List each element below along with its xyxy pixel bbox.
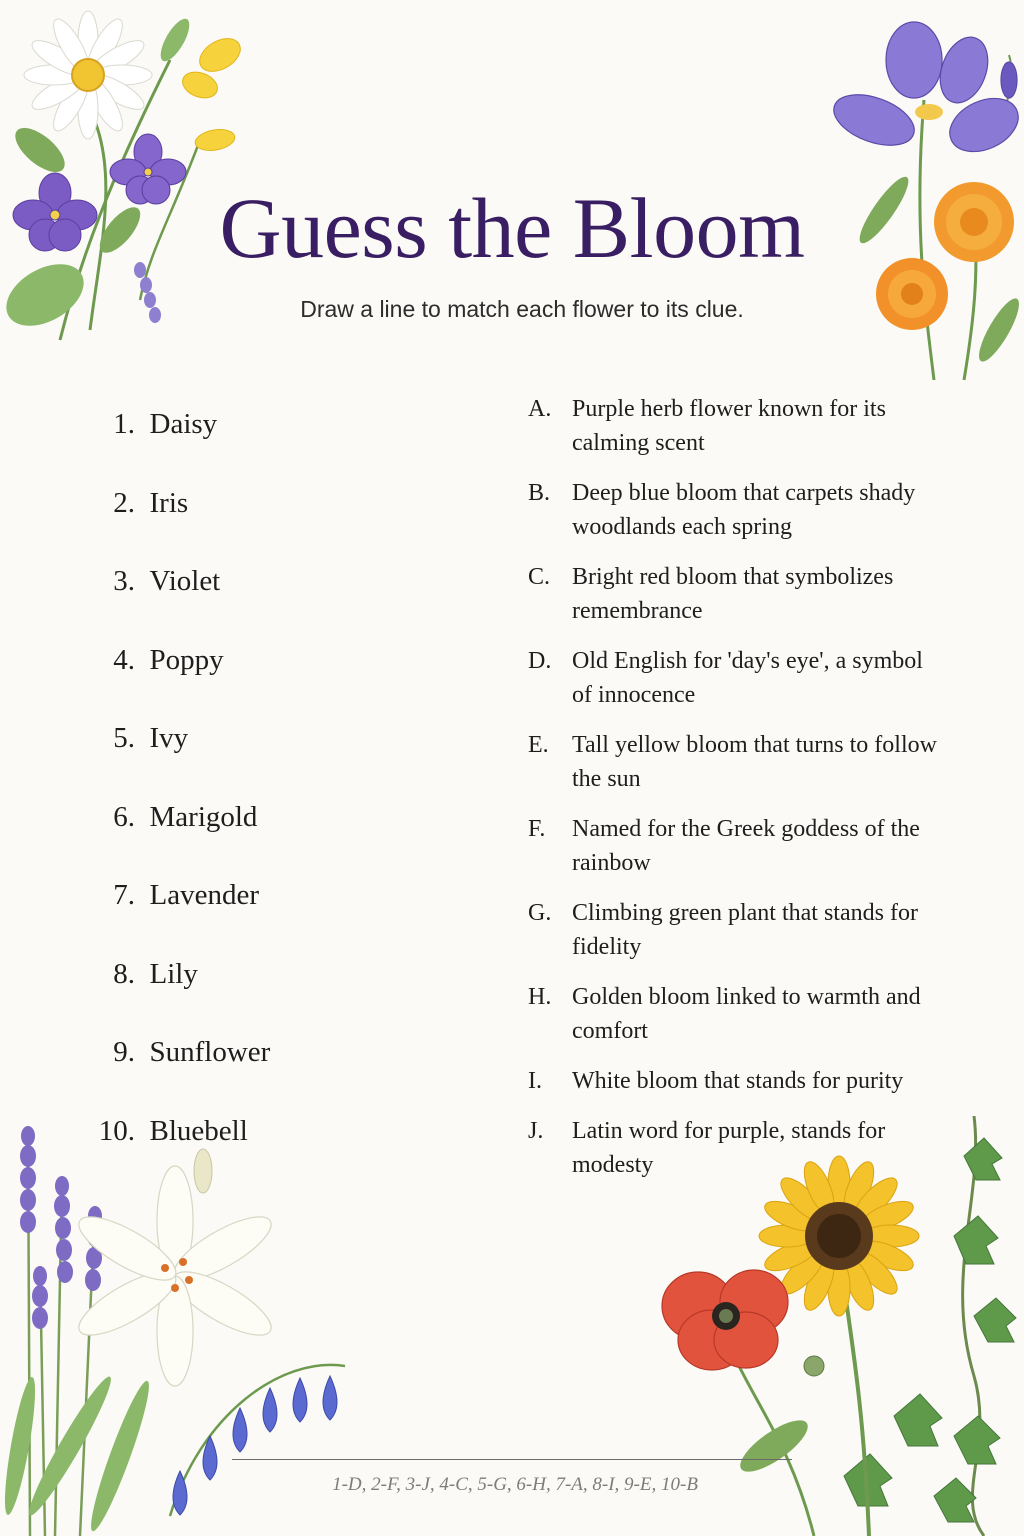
clue-letter: C. <box>528 564 551 590</box>
answer-key-divider <box>232 1459 792 1460</box>
flower-item <box>80 402 400 481</box>
clue-letter: H. <box>528 984 552 1010</box>
flower-number: 4. <box>113 643 135 676</box>
flower-item <box>80 638 400 717</box>
clue-text: Purple herb flower known for its calming scent <box>572 396 886 456</box>
clue-item <box>528 812 948 880</box>
daisy-illustration <box>24 11 152 139</box>
answer-key: 1-D, 2-F, 3-J, 4-C, 5-G, 6-H, 7-A, 8-I, 9-E, 10-B <box>332 1474 698 1495</box>
flower-name: Lily <box>149 957 198 990</box>
clue-letter: D. <box>528 648 552 674</box>
clue-letter: E. <box>528 732 549 758</box>
clue-item <box>528 896 948 964</box>
clue-text: White bloom that stands for purity <box>572 1068 904 1094</box>
flower-item <box>80 1109 400 1188</box>
clue-text: Climbing green plant that stands for fidelity <box>572 900 918 960</box>
flower-name: Sunflower <box>149 1036 271 1068</box>
flower-item <box>80 1030 400 1109</box>
page-title: Guess the Bloom <box>219 180 805 276</box>
flower-item <box>80 481 400 560</box>
flower-list <box>80 402 400 1187</box>
flower-item <box>80 716 400 795</box>
clue-item <box>528 1114 948 1182</box>
flower-number: 7. <box>113 879 135 911</box>
flower-item <box>80 952 400 1031</box>
clue-item <box>528 980 948 1048</box>
flower-number: 5. <box>113 722 135 754</box>
clue-item <box>528 728 948 796</box>
flower-name: Daisy <box>149 408 218 440</box>
flower-number: 3. <box>113 565 135 597</box>
clue-text: Latin word for purple, stands for modesty <box>572 1118 886 1178</box>
poppy-illustration <box>662 1270 788 1370</box>
clue-letter: J. <box>528 1118 544 1144</box>
clue-list <box>528 392 948 1198</box>
flower-item <box>80 795 400 874</box>
flower-name: Iris <box>149 486 189 519</box>
flower-number: 1. <box>113 408 135 440</box>
clue-item <box>528 1064 948 1098</box>
clue-text: Golden bloom linked to warmth and comfort <box>572 984 921 1044</box>
clue-letter: B. <box>528 480 551 506</box>
flower-number: 9. <box>113 1036 135 1068</box>
flower-item <box>80 559 400 638</box>
clue-item <box>528 644 948 712</box>
flower-name: Lavender <box>149 879 259 911</box>
freesia-illustration <box>179 32 246 153</box>
flower-number: 8. <box>113 957 135 990</box>
flower-name: Ivy <box>149 722 189 754</box>
flower-name: Violet <box>149 565 221 597</box>
flower-number: 10. <box>98 1114 135 1147</box>
flower-item <box>80 873 400 952</box>
clue-text: Bright red bloom that symbolizes remembrance <box>572 564 894 624</box>
clue-item <box>528 476 948 544</box>
flower-number: 2. <box>113 486 135 519</box>
clue-item <box>528 392 948 460</box>
flower-number: 6. <box>113 800 135 833</box>
clue-letter: G. <box>528 900 552 926</box>
flower-name: Bluebell <box>149 1114 248 1147</box>
clue-text: Old English for 'day's eye', a symbol of innocence <box>572 648 923 708</box>
clue-text: Named for the Greek goddess of the rainbow <box>572 816 920 876</box>
flower-name: Poppy <box>149 643 224 676</box>
iris-illustration <box>827 22 1024 162</box>
clue-item <box>528 560 948 628</box>
clue-letter: F. <box>528 816 546 842</box>
clue-letter: I. <box>528 1068 542 1094</box>
clue-text: Deep blue bloom that carpets shady woodlands each spring <box>572 480 916 540</box>
flower-name: Marigold <box>149 800 258 833</box>
instructions: Draw a line to match each flower to its clue. <box>300 296 744 322</box>
clue-letter: A. <box>528 396 552 422</box>
clue-text: Tall yellow bloom that turns to follow the sun <box>572 732 937 792</box>
